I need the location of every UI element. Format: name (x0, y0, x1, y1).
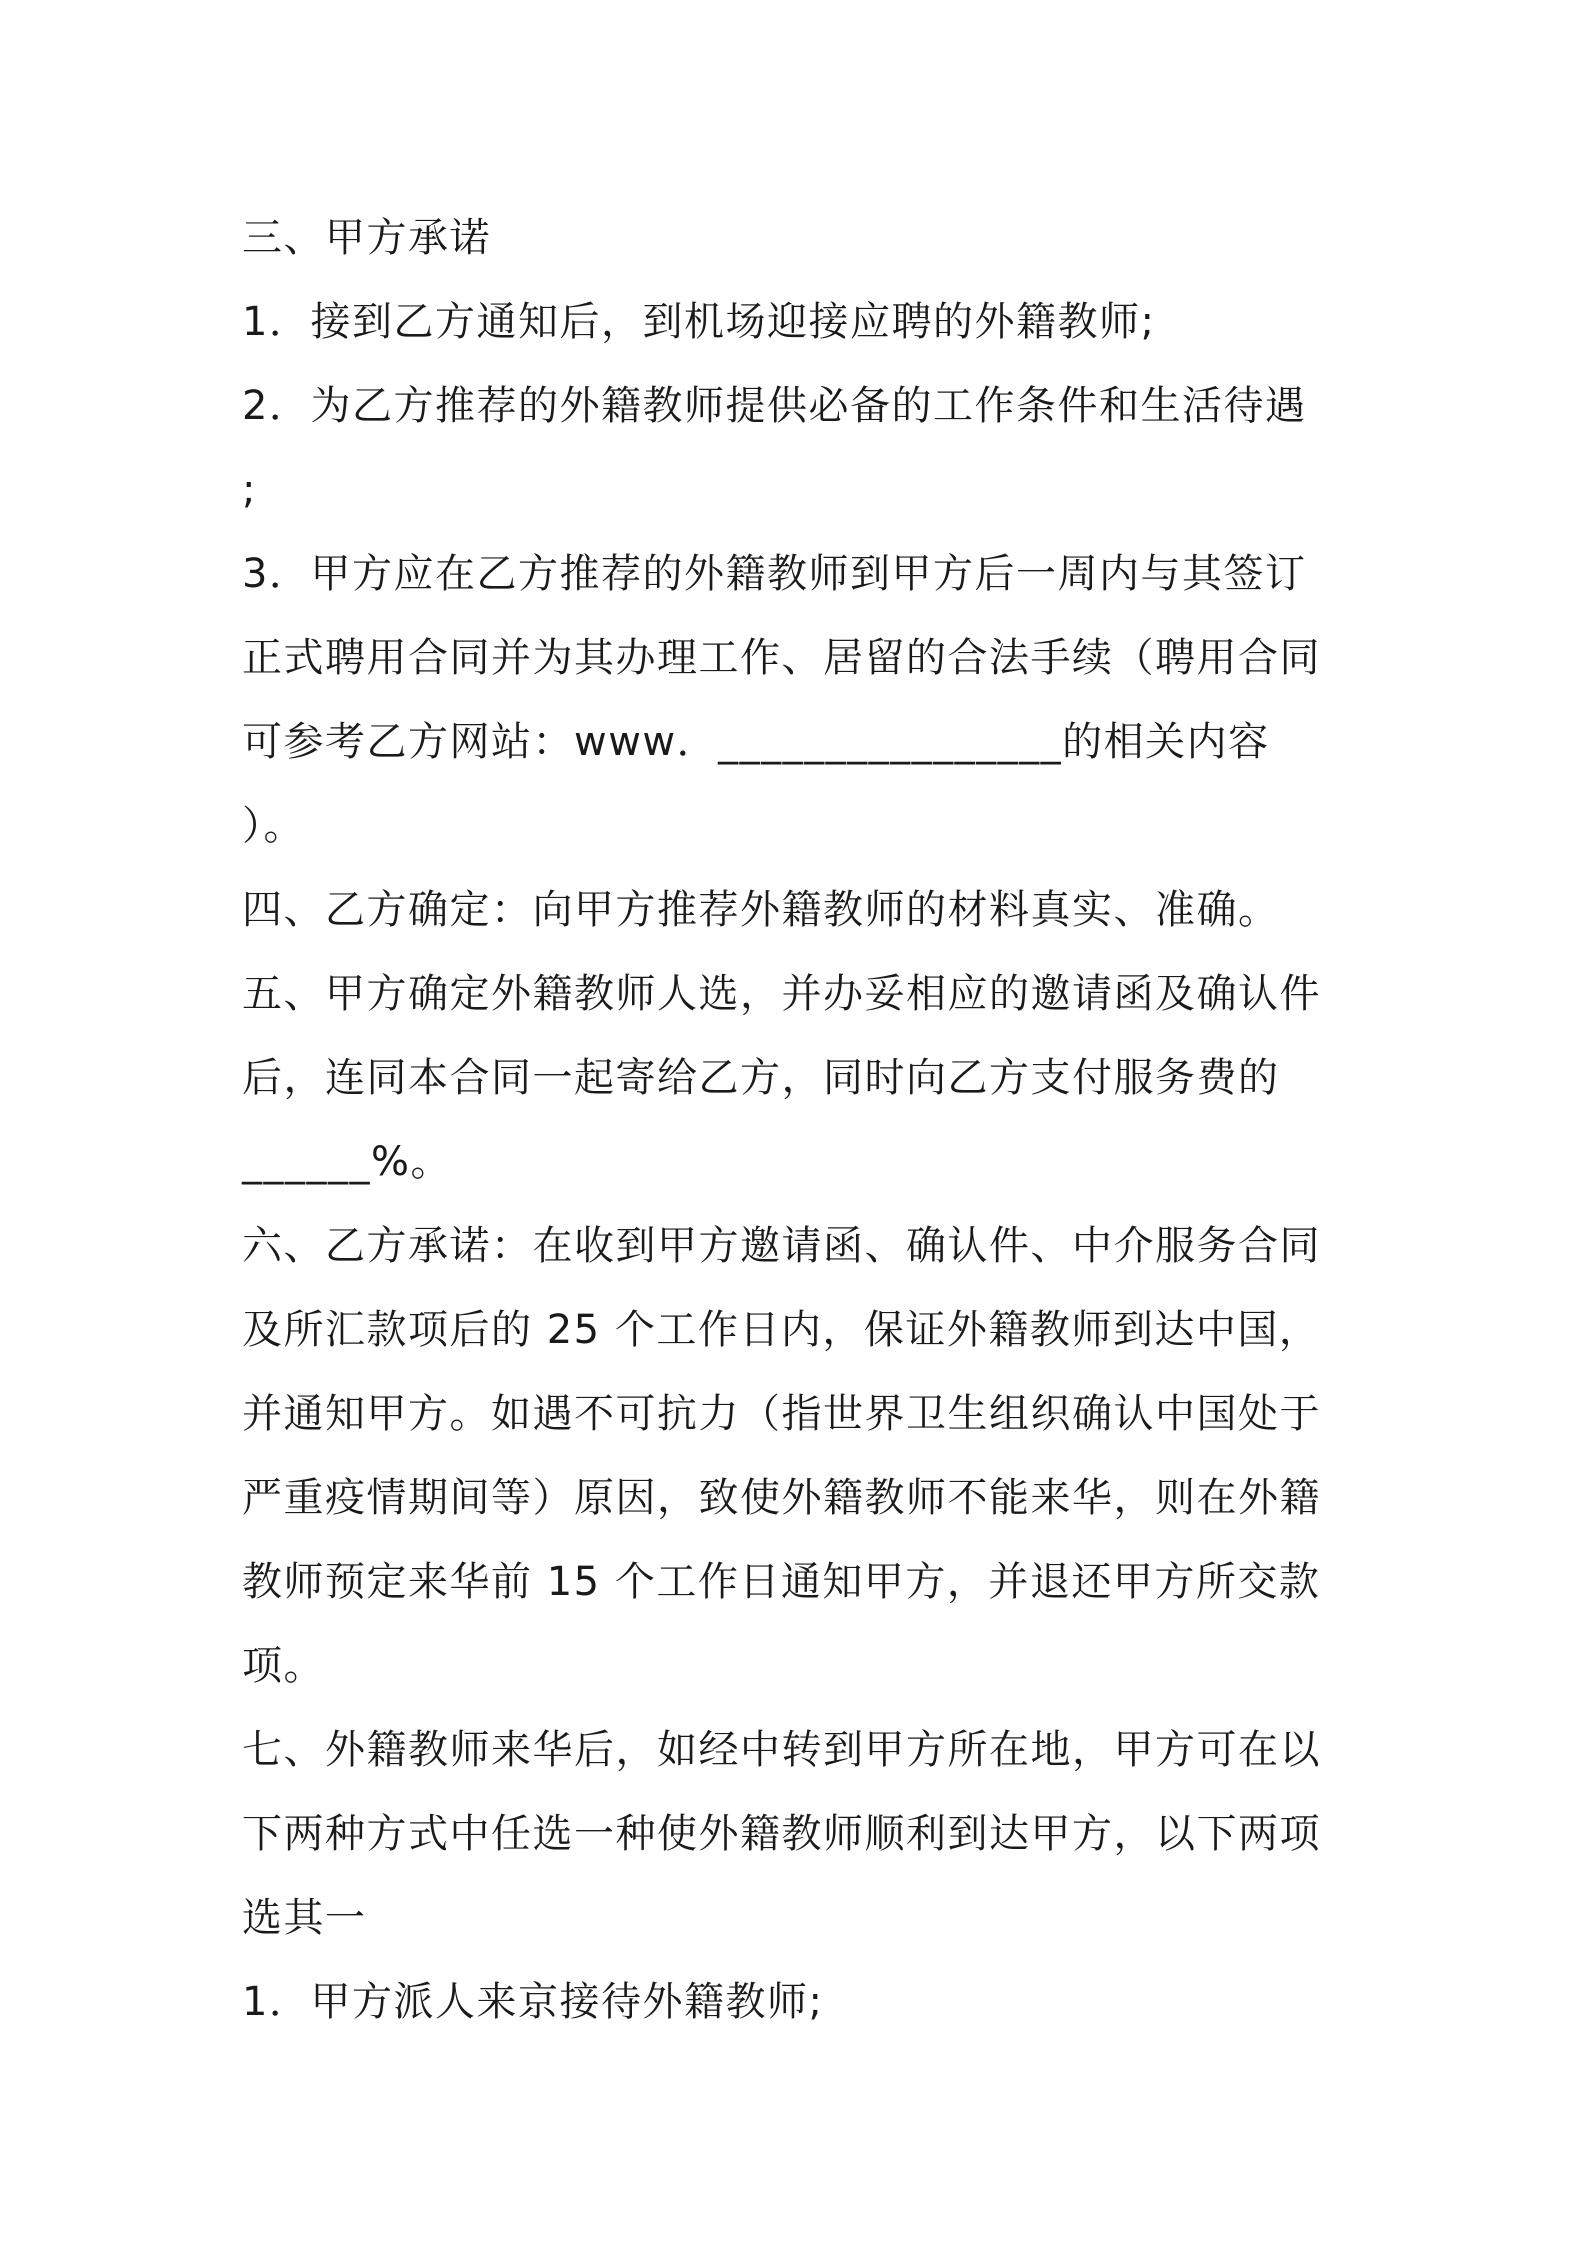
paragraph-line: 3．甲方应在乙方推荐的外籍教师到甲方后一周内与其签订 (242, 551, 1307, 597)
paragraph-line: 及所汇款项后的 25 个工作日内，保证外籍教师到达中国， (242, 1307, 1321, 1353)
paragraph-line: 教师预定来华前 15 个工作日通知甲方，并退还甲方所交款 (242, 1559, 1321, 1605)
paragraph-line: 选其一 (242, 1895, 367, 1941)
section-heading-4: 四、乙方确定：向甲方推荐外籍教师的材料真实、准确。 (242, 887, 1280, 933)
paragraph-line: 严重疫情期间等）原因，致使外籍教师不能来华，则在外籍 (242, 1475, 1321, 1521)
section-heading-6: 六、乙方承诺：在收到甲方邀请函、确认件、中介服务合同 (242, 1223, 1321, 1269)
document-body (242, 196, 1362, 2044)
paragraph-line: 可参考乙方网站：www．________________的相关内容 (242, 719, 1270, 765)
paragraph-line: 2．为乙方推荐的外籍教师提供必备的工作条件和生活待遇 (242, 383, 1307, 429)
section-heading-7: 七、外籍教师来华后，如经中转到甲方所在地，甲方可在以 (242, 1727, 1321, 1773)
section-heading-5: 五、甲方确定外籍教师人选，并办妥相应的邀请函及确认件 (242, 971, 1321, 1017)
paragraph-line: ; (242, 467, 257, 513)
paragraph-line: 下两种方式中任选一种使外籍教师顺利到达甲方，以下两项 (242, 1811, 1321, 1857)
paragraph-line: 1．甲方派人来京接待外籍教师; (242, 1979, 824, 2025)
paragraph-line: 后，连同本合同一起寄给乙方，同时向乙方支付服务费的 (242, 1055, 1280, 1101)
paragraph-line: ______%。 (242, 1139, 453, 1185)
paragraph-line: 并通知甲方。如遇不可抗力（指世界卫生组织确认中国处于 (242, 1391, 1321, 1437)
paragraph-line: ）。 (242, 803, 305, 849)
section-heading-3: 三、甲方承诺 (242, 215, 491, 261)
paragraph-line: 项。 (242, 1643, 325, 1689)
paragraph-line: 1．接到乙方通知后，到机场迎接应聘的外籍教师; (242, 299, 1156, 345)
paragraph-line: 正式聘用合同并为其办理工作、居留的合法手续（聘用合同 (242, 635, 1321, 681)
